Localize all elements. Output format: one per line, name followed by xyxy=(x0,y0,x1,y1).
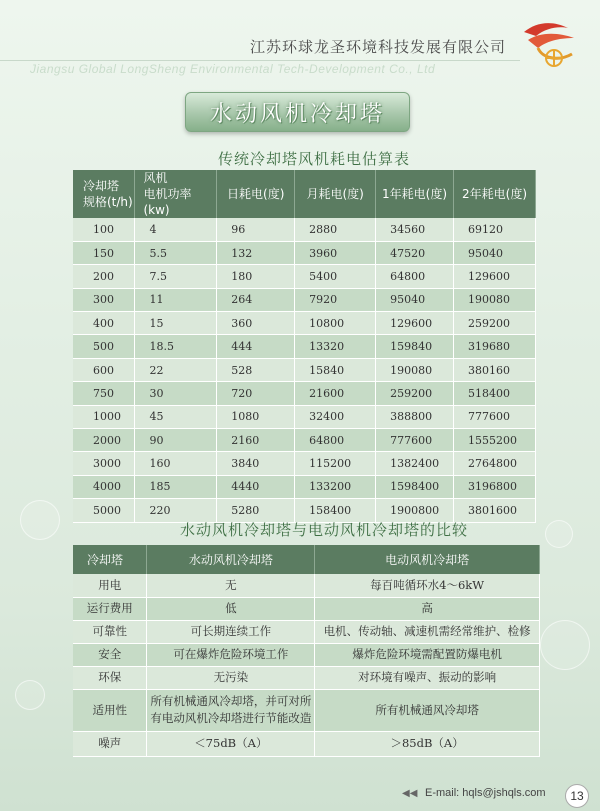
table-cell: 300 xyxy=(73,288,135,311)
table-cell: 运行费用 xyxy=(73,597,147,620)
table-cell: 对环境有噪声、振动的影响 xyxy=(315,666,540,689)
table-cell: 11 xyxy=(135,288,217,311)
double-left-arrow-icon: ◀◀ xyxy=(402,788,418,799)
table-row xyxy=(73,574,540,597)
table-cell: 爆炸危险环境需配置防爆电机 xyxy=(315,643,540,666)
table1-title: 传统冷却塔风机耗电估算表 xyxy=(218,150,411,168)
table-cell: 500 xyxy=(73,335,135,358)
table-cell: 每百吨循环水4～6kW xyxy=(315,574,540,597)
table-row xyxy=(73,218,536,241)
table-cell: 129600 xyxy=(454,265,536,288)
table-header-row xyxy=(73,170,536,218)
table-cell: 3801600 xyxy=(454,499,536,522)
table-cell: 1382400 xyxy=(376,452,454,475)
table-cell: 21600 xyxy=(295,382,376,405)
col-electric-fan-header: 电动风机冷却塔 xyxy=(315,545,540,574)
table-row xyxy=(73,666,540,689)
table-cell: 34560 xyxy=(376,218,454,241)
table-cell: 69120 xyxy=(454,218,536,241)
table-row xyxy=(73,358,536,381)
table-cell: 180 xyxy=(217,265,295,288)
company-logo xyxy=(518,18,582,70)
company-name-cn: 江苏环球龙圣环境科技发展有限公司 xyxy=(250,38,507,56)
table-cell: 90 xyxy=(135,429,217,452)
table-row xyxy=(73,312,536,335)
table-cell: 32400 xyxy=(295,405,376,428)
table-cell: 129600 xyxy=(376,312,454,335)
table-cell: 10800 xyxy=(295,312,376,335)
table-cell: 133200 xyxy=(295,475,376,498)
table-cell: 无 xyxy=(147,574,315,597)
table-cell: 噪声 xyxy=(73,731,147,756)
table-cell: 电机、传动轴、减速机需经常维护、检修 xyxy=(315,620,540,643)
table-cell: 220 xyxy=(135,499,217,522)
col-yearly-header: 1年耗电(度) xyxy=(376,170,454,218)
table2-title: 水动风机冷却塔与电动风机冷却塔的比较 xyxy=(180,521,469,539)
table-row xyxy=(73,429,536,452)
table-cell: 1000 xyxy=(73,405,135,428)
table-cell: 380160 xyxy=(454,358,536,381)
table-cell: 600 xyxy=(73,358,135,381)
power-consumption-table xyxy=(73,170,536,523)
table-cell: 47520 xyxy=(376,241,454,264)
background-bubble xyxy=(545,520,573,548)
table-cell: 95040 xyxy=(454,241,536,264)
col-power-header: 风机 电机功率(kw) xyxy=(135,170,217,218)
table-cell: 150 xyxy=(73,241,135,264)
table-cell: 2764800 xyxy=(454,452,536,475)
table-cell: 2000 xyxy=(73,429,135,452)
table-cell: 7920 xyxy=(295,288,376,311)
table-cell: 所有机械通风冷却塔，并可对所 有电动风机冷却塔进行节能改造 xyxy=(147,689,315,731)
table-header-row xyxy=(73,545,540,574)
table-cell: 30 xyxy=(135,382,217,405)
table-cell: 159840 xyxy=(376,335,454,358)
table-cell: 444 xyxy=(217,335,295,358)
table-cell: 200 xyxy=(73,265,135,288)
table-cell: 4000 xyxy=(73,475,135,498)
comparison-table xyxy=(73,545,540,757)
table-cell: 777600 xyxy=(454,405,536,428)
table-cell: 190080 xyxy=(454,288,536,311)
table-cell: 259200 xyxy=(376,382,454,405)
table-cell: 18.5 xyxy=(135,335,217,358)
company-name-en: Jiangsu Global LongSheng Environmental Tech-Development Co., Ltd xyxy=(30,62,436,76)
table-cell: 5.5 xyxy=(135,241,217,264)
table-cell: 环保 xyxy=(73,666,147,689)
table-row xyxy=(73,382,536,405)
table-cell: 132 xyxy=(217,241,295,264)
table-cell: 4 xyxy=(135,218,217,241)
table-cell: 13320 xyxy=(295,335,376,358)
table-cell: 259200 xyxy=(454,312,536,335)
table-cell: 3000 xyxy=(73,452,135,475)
table-cell: 3196800 xyxy=(454,475,536,498)
table-cell: 400 xyxy=(73,312,135,335)
table-cell: 可在爆炸危险环境工作 xyxy=(147,643,315,666)
table-cell: 所有机械通风冷却塔 xyxy=(315,689,540,731)
col-water-fan-header: 水动风机冷却塔 xyxy=(147,545,315,574)
table-cell: 388800 xyxy=(376,405,454,428)
table-cell: 264 xyxy=(217,288,295,311)
table-row xyxy=(73,620,540,643)
table-cell: 15 xyxy=(135,312,217,335)
table-cell: 319680 xyxy=(454,335,536,358)
table-cell: 低 xyxy=(147,597,315,620)
table-cell: 190080 xyxy=(376,358,454,381)
table-row xyxy=(73,405,536,428)
table-cell: ＞85dB（A） xyxy=(315,731,540,756)
table-cell: 可长期连续工作 xyxy=(147,620,315,643)
table-cell: ＜75dB（A） xyxy=(147,731,315,756)
table-cell: 96 xyxy=(217,218,295,241)
table-cell: 750 xyxy=(73,382,135,405)
table-cell: 可靠性 xyxy=(73,620,147,643)
table-cell: 2880 xyxy=(295,218,376,241)
page-number: 13 xyxy=(565,784,589,808)
table-row xyxy=(73,475,536,498)
table-cell: 5280 xyxy=(217,499,295,522)
table-row xyxy=(73,265,536,288)
table-cell: 用电 xyxy=(73,574,147,597)
table-cell: 5400 xyxy=(295,265,376,288)
table-row xyxy=(73,288,536,311)
footer-email: E-mail: hqls@jshqls.com xyxy=(425,787,546,799)
banner-title: 水动风机冷却塔 xyxy=(209,101,385,127)
table-cell: 115200 xyxy=(295,452,376,475)
table-cell: 1900800 xyxy=(376,499,454,522)
table-cell: 适用性 xyxy=(73,689,147,731)
table-row xyxy=(73,452,536,475)
table-cell: 64800 xyxy=(295,429,376,452)
table-row xyxy=(73,597,540,620)
col-spec-header: 冷却塔 规格(t/h) xyxy=(73,170,135,218)
table-cell: 22 xyxy=(135,358,217,381)
table-cell: 158400 xyxy=(295,499,376,522)
background-bubble xyxy=(15,680,45,710)
table-row xyxy=(73,731,540,756)
table-cell: 2160 xyxy=(217,429,295,452)
table-cell: 无污染 xyxy=(147,666,315,689)
col-daily-header: 日耗电(度) xyxy=(217,170,295,218)
table-cell: 5000 xyxy=(73,499,135,522)
section-banner xyxy=(185,92,410,132)
background-bubble xyxy=(540,620,590,670)
table-row xyxy=(73,241,536,264)
table-row xyxy=(73,689,540,731)
table-row xyxy=(73,335,536,358)
header-divider xyxy=(0,60,520,61)
table-cell: 100 xyxy=(73,218,135,241)
table-cell: 3840 xyxy=(217,452,295,475)
table-cell: 720 xyxy=(217,382,295,405)
col-tower-header: 冷却塔 xyxy=(73,545,147,574)
table-row xyxy=(73,643,540,666)
table-cell: 安全 xyxy=(73,643,147,666)
table-cell: 518400 xyxy=(454,382,536,405)
table-cell: 15840 xyxy=(295,358,376,381)
table-cell: 7.5 xyxy=(135,265,217,288)
table-cell: 777600 xyxy=(376,429,454,452)
background-bubble xyxy=(20,500,60,540)
table-cell: 45 xyxy=(135,405,217,428)
table-cell: 528 xyxy=(217,358,295,381)
table-cell: 4440 xyxy=(217,475,295,498)
col-monthly-header: 月耗电(度) xyxy=(295,170,376,218)
table-cell: 1555200 xyxy=(454,429,536,452)
col-two-year-header: 2年耗电(度) xyxy=(454,170,536,218)
table-cell: 64800 xyxy=(376,265,454,288)
table-cell: 3960 xyxy=(295,241,376,264)
table-cell: 1598400 xyxy=(376,475,454,498)
table-cell: 1080 xyxy=(217,405,295,428)
table-cell: 95040 xyxy=(376,288,454,311)
table-cell: 160 xyxy=(135,452,217,475)
table-cell: 高 xyxy=(315,597,540,620)
table-cell: 185 xyxy=(135,475,217,498)
table-cell: 360 xyxy=(217,312,295,335)
